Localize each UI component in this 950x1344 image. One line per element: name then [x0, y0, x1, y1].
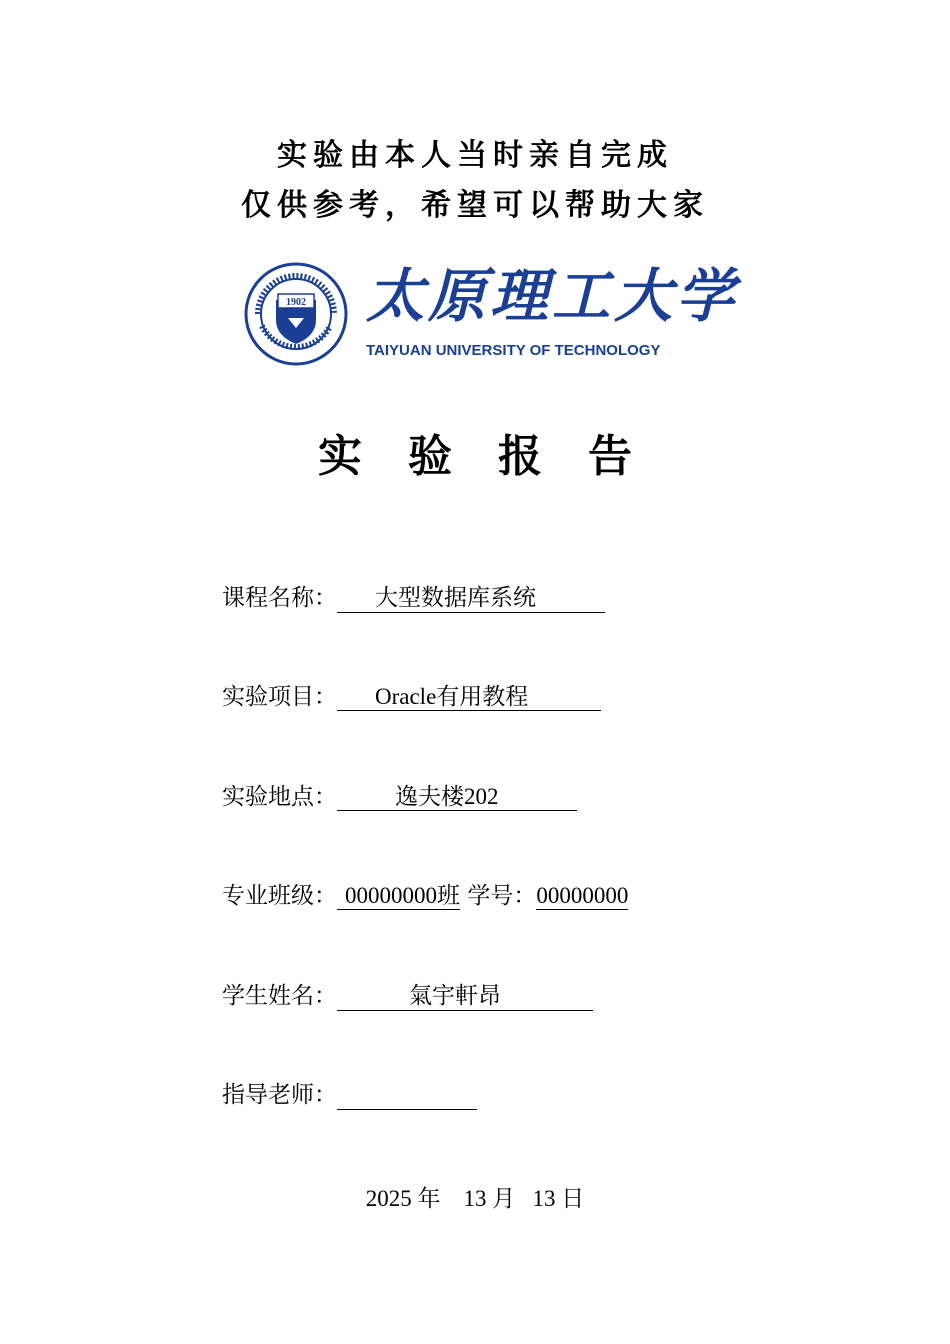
student-name-label: 学生姓名： [222, 983, 337, 1009]
student-name-value: 氣宇軒昂 [337, 983, 593, 1011]
teacher-label: 指导老师： [222, 1082, 337, 1108]
class-value: 00000000班 [337, 882, 460, 910]
location-label: 实验地点： [222, 784, 337, 810]
university-wordmark: 太原理工大学 [366, 262, 739, 330]
course-field [222, 583, 605, 613]
class-label: 专业班级： [222, 883, 337, 909]
course-label: 课程名称： [222, 585, 337, 611]
note-line-1: 实验由本人当时亲自完成 [277, 138, 673, 173]
date-day: 13 [532, 1186, 556, 1211]
date-month-unit: 月 [492, 1186, 516, 1212]
seal-year: 1902 [286, 297, 306, 308]
note-line-2: 仅供参考，希望可以帮助大家 [241, 188, 709, 223]
date-year: 2025 [365, 1186, 412, 1211]
student-name-field [222, 981, 593, 1011]
university-seal-icon [244, 262, 348, 366]
university-english-name: TAIYUAN UNIVERSITY OF TECHNOLOGY [366, 342, 661, 359]
teacher-value [337, 1082, 477, 1110]
university-logo [244, 262, 739, 362]
project-label: 实验项目： [222, 684, 337, 710]
location-value: 逸夫楼202 [337, 783, 577, 811]
date-year-unit: 年 [417, 1186, 441, 1212]
report-date [0, 1180, 950, 1213]
project-field [222, 682, 601, 712]
date-day-unit: 日 [561, 1186, 585, 1212]
course-value: 大型数据库系统 [337, 585, 605, 613]
report-title: 实验报告 [318, 431, 678, 482]
student-id-value: 00000000 [536, 883, 629, 908]
project-value: Oracle有用教程 [337, 683, 601, 711]
student-id-label: 学号： [467, 883, 537, 909]
date-month: 13 [463, 1186, 487, 1211]
location-field [222, 782, 577, 812]
teacher-field [222, 1080, 477, 1110]
class-field [222, 881, 628, 911]
